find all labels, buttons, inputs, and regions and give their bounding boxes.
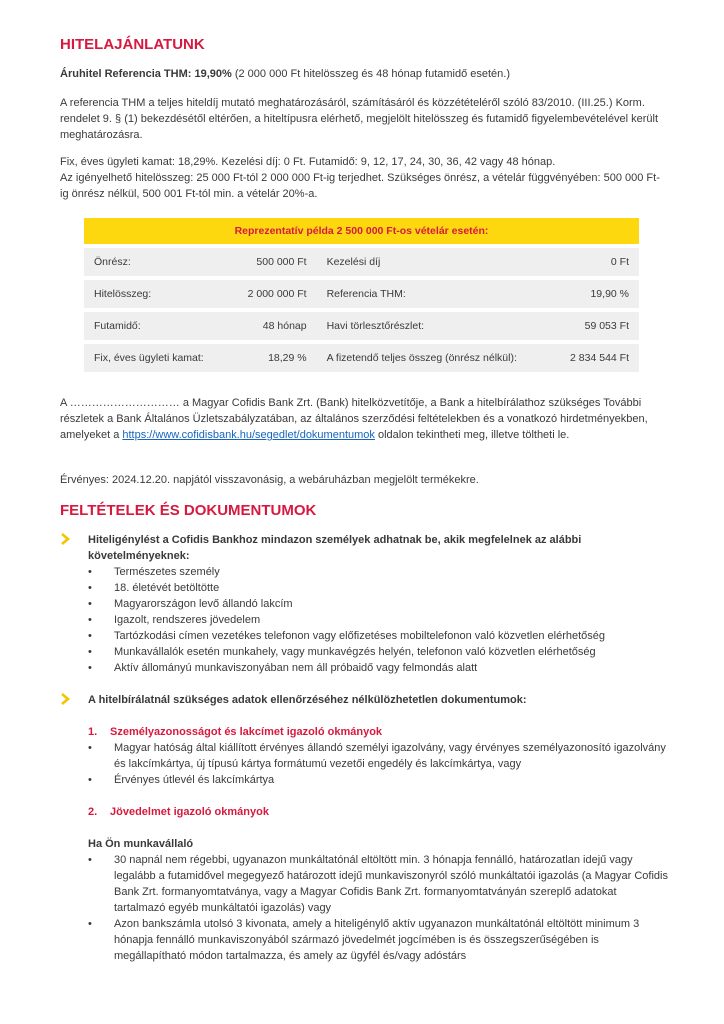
row-label: Hitelösszeg:: [84, 278, 229, 310]
list-item: • 18. életévét betöltötte: [88, 580, 670, 596]
doc2-heading: [60, 804, 670, 820]
validity-line: Érvényes: 2024.12.20. napjától visszavonásig, a webáruházban megjelölt termékekre.: [60, 474, 479, 486]
requirements-section: [60, 532, 670, 676]
row-label: Futamidő:: [84, 310, 229, 342]
row-label: Referencia THM:: [317, 278, 551, 310]
table-title: Reprezentatív példa 2 500 000 Ft-os vételár esetén:: [84, 218, 639, 246]
reference-thm-line: [60, 66, 666, 82]
documents-heading: A hitelbírálatnál szükséges adatok ellenőrzéséhez nélkülözhetetlen dokumentumok:: [88, 694, 527, 706]
doc1-heading: [60, 724, 670, 740]
table-row: [84, 310, 639, 342]
reference-thm-rest: (2 000 000 Ft hitelösszeg és 48 hónap futamidő esetén.): [231, 68, 511, 80]
employee-heading: Ha Ön munkavállaló: [88, 838, 194, 850]
representative-example-table: [84, 218, 639, 372]
row-value: 0 Ft: [551, 246, 639, 278]
row-label: Önrész:: [84, 246, 229, 278]
documents-link[interactable]: https://www.cofidisbank.hu/segedlet/dokumentumok: [122, 429, 375, 441]
list-item: • Aktív állományú munkaviszonyában nem áll próbaidő vagy felmondás alatt: [88, 660, 670, 676]
row-value: 2 000 000 Ft: [229, 278, 317, 310]
doc2-title: Jövedelmet igazoló okmányok: [110, 806, 269, 818]
list-item: • Természetes személy: [88, 564, 670, 580]
reference-thm-paragraph: A referencia THM a teljes hiteldíj mutató meghatározásáról, számításáról és közzétételéről szóló 83/2010. (III.25.) Korm. rendelet 9. § (1) bekezdésétől eltérően, a hiteltípusra elérhető, megjelölt hitelösszeg és futamidő figyelembevételével került meghatározásra.: [60, 97, 659, 141]
row-value: 48 hónap: [229, 310, 317, 342]
intermediary-text-end: oldalon tekintheti meg, illetve töltheti le.: [374, 429, 570, 441]
list-item: • Magyarországon levő állandó lakcím: [88, 596, 670, 612]
table-row: [84, 342, 639, 372]
conditions-title: FELTÉTELEK ÉS DOKUMENTUMOK: [60, 502, 317, 519]
list-item: • Igazolt, rendszeres jövedelem: [88, 612, 670, 628]
row-value: 18,29 %: [229, 342, 317, 372]
list-item: • Magyar hatóság által kiállított érvényes állandó személyi igazolvány, vagy érvényes személyazonosító igazolvány és lakcímkártya, új típusú kártya formátumú vezetői engedély és lakcímkártya, vagy: [88, 740, 670, 772]
list-item: • 30 napnál nem régebbi, ugyanazon munkáltatónál eltöltött min. 3 hónapja fennálló, határozatlan idejű vagy legalább a futamidővel megegyező határozott idejű munkaviszonyról szóló munkáltatói igazolás (a Magyar Cofidis Bank Zrt. formanyomtatványa, vagy a Magyar Cofidis Bank Zrt. formanyomtatványán szereplő adatokat tartalmazó egyéb munkáltatói igazolás) vagy: [88, 852, 670, 916]
interest-line: Fix, éves ügyleti kamat: 18,29%. Kezelési díj: 0 Ft. Futamidő: 9, 12, 17, 24, 30, 36, 42 vagy 48 hónap.: [60, 156, 556, 168]
doc2-list: [60, 852, 670, 964]
doc1-title: Személyazonosságot és lakcímet igazoló okmányok: [110, 726, 383, 738]
list-item: • Munkavállalók esetén munkahely, vagy munkavégzés helyén, telefonon való közvetlen elérhetőség: [88, 644, 670, 660]
row-value: 2 834 544 Ft: [551, 342, 639, 372]
reference-thm-bold: Áruhitel Referencia THM: 19,90%: [60, 68, 232, 80]
list-item: • Azon bankszámla utolsó 3 kivonata, amely a hiteligénylő aktív ugyanazon munkáltatónál eltöltött minimum 3 hónapja fennálló munkaviszonyából származó jövedelmét jogcímében is és összegszerűségében is megállapítható módon tartalmazza, és amely az ügyfél és/vagy adóstárs: [88, 916, 670, 964]
requirements-list: [60, 564, 670, 676]
row-value: 19,90 %: [551, 278, 639, 310]
row-label: Fix, éves ügyleti kamat:: [84, 342, 229, 372]
list-item: • Érvényes útlevél és lakcímkártya: [88, 772, 670, 788]
list-item: • Tartózkodási címen vezetékes telefonon vagy előfizetéses mobiltelefonon való közvetlen elérhetőség: [88, 628, 670, 644]
requirements-heading: Hiteligénylést a Cofidis Bankhoz mindazon személyek adhatnak be, akik megfelelnek az alábbi követelményeknek:: [88, 534, 582, 562]
intermediary-paragraph: [60, 395, 666, 443]
row-value: 59 053 Ft: [551, 310, 639, 342]
documents-section: [60, 692, 670, 964]
chevron-right-icon: [60, 693, 70, 705]
chevron-right-icon: [60, 533, 70, 545]
intermediary-text: A ………………………… a Magyar Cofidis Bank Zrt. (Bank) hitelközvetítője, a Bank a hitelbírálathoz szükséges További részletek a Bank Általános Üzletszabályzatában, az általános szerződési feltételekben és a vonatkozó hirdetményekben, amelyeket a: [60, 397, 648, 441]
row-label: A fizetendő teljes összeg (önrész nélkül):: [317, 342, 551, 372]
doc1-number: 1.: [88, 726, 98, 738]
row-value: 500 000 Ft: [229, 246, 317, 278]
offer-title: HITELAJÁNLATUNK: [60, 36, 205, 53]
loan-amount-paragraph: Az igényelhető hitelösszeg: 25 000 Ft-tól 2 000 000 Ft-ig terjedhet. Szükséges önrész, a vételár függvényében: 500 000 Ft-ig önrész nélkül, 500 001 Ft-tól min. a vételár 20%-a.: [60, 172, 660, 200]
table-row: [84, 246, 639, 278]
row-label: Havi törlesztőrészlet:: [317, 310, 551, 342]
table-row: [84, 278, 639, 310]
doc1-list: [60, 740, 670, 788]
doc2-number: 2.: [88, 806, 98, 818]
row-label: Kezelési díj: [317, 246, 551, 278]
